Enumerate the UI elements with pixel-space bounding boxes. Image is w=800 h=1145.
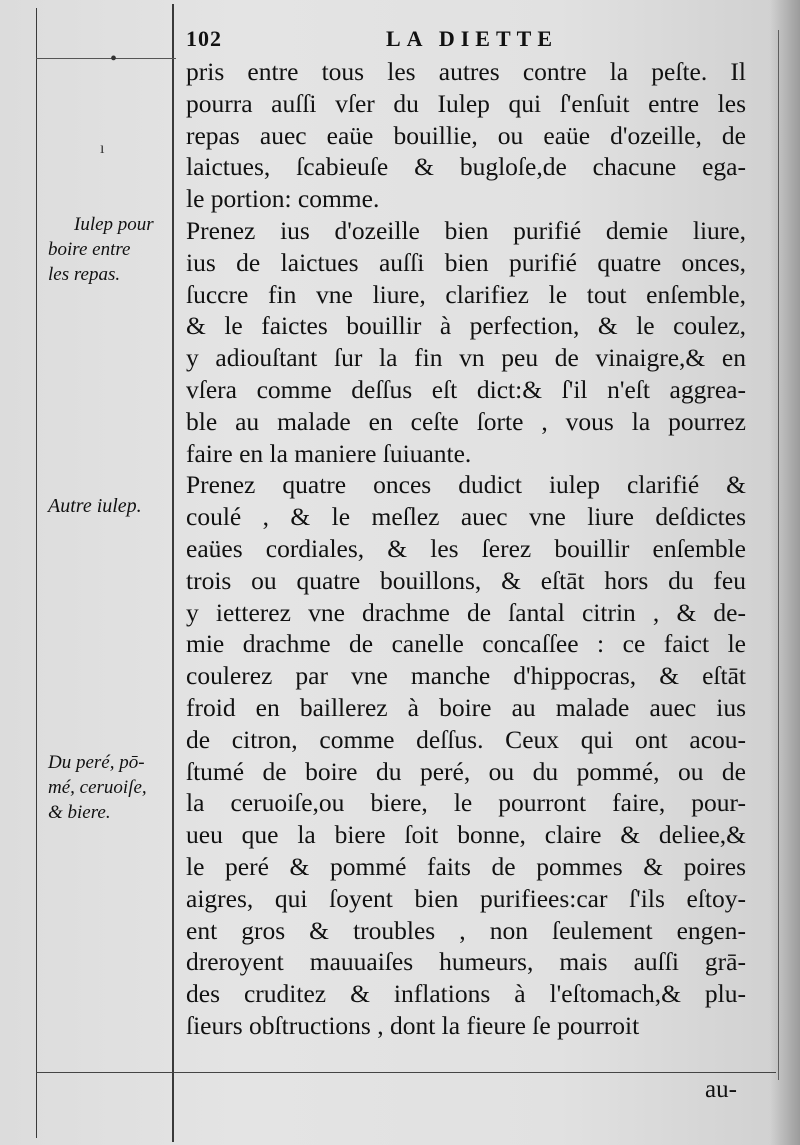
text-line: le portion: comme. [186,184,380,214]
text-line: trois ou quatre bouillons, & eſtāt hors du feu [186,565,746,595]
text-line: faire en la maniere ſuiuante. [186,438,472,468]
marginal-note-line: les repas. [48,264,121,285]
marginal-note-du-pere [48,750,147,825]
running-head [0,26,800,56]
text-line: coulé , & le meſlez auec vne liure deſdictes [186,502,746,532]
text-line: pourra auſſi vſer du Iulep qui ſ'enſuit entre les [186,88,746,118]
marginal-note-line: Autre iulep. [48,495,142,517]
page-number: 102 [186,26,222,51]
text-line: Prenez quatre onces dudict iulep clarifié & [186,470,746,500]
text-line: eaües cordiales, & les ſerez bouillir enſemble [186,533,746,563]
body-text [186,56,746,1042]
text-line: ſtumé de boire du peré, ou du pommé, ou de [186,756,746,786]
text-line: ius de laictues auſſi bien purifié quatre onces, [186,247,746,277]
text-line: vſera comme deſſus eſt dict:& ſ'il n'eſt aggrea- [186,374,746,404]
text-line: y adiouſtant ſur la fin vn peu de vinaigre,& en [186,343,746,373]
text-line: ent gros & troubles , non ſeulement engen- [186,915,746,945]
catchword: au- [705,1076,737,1103]
text-line: la ceruoiſe,ou biere, le pourront faire, pour- [186,788,746,818]
text-rule-right [778,30,779,1080]
text-line: mie drachme de canelle concaſſee : ce faict le [186,629,746,659]
text-line: repas auec eaüe bouillie, ou eaüe d'ozeille, de [186,120,746,150]
marginal-note-line: & biere. [48,802,111,823]
marginal-note-line: Du peré, pō- [48,752,145,773]
footer-rule [36,1072,776,1073]
printer-dot-mark: • [110,48,118,70]
marginal-note-iulep-pour-boire [48,212,154,287]
margin-rule-outer [36,8,37,1138]
text-line: & le faictes bouillir à perfection, & le coulez, [186,311,746,341]
text-line: des cruditez & inflations à l'eſtomach,& plu- [186,979,746,1009]
text-line: ſieurs obſtructions , dont la fieure ſe pourroit [186,1010,640,1040]
text-line: Prenez ius d'ozeille bien purifié demie liure, [186,215,746,245]
marginal-note-line: Iulep pour [74,214,154,235]
text-line: ueu que la biere ſoit bonne, claire & deliee,& [186,820,746,850]
running-title: LA DIETTE [386,26,558,51]
marginal-note-autre-iulep [48,494,142,519]
printer-tick-mark: ı [100,140,105,157]
text-line: ſuccre fin vne liure, clarifiez le tout enſemble, [186,279,746,309]
text-line: coulerez par vne manche d'hippocras, & eſtāt [186,661,746,691]
text-line: y ietterez vne drachme de ſantal citrin , & de- [186,597,746,627]
marginal-note-line: mé, ceruoiſe, [48,777,147,798]
text-line: le peré & pommé faits de pommes & poires [186,851,746,881]
text-line: pris entre tous les autres contre la peſte. Il [186,57,746,86]
text-line: aigres, qui ſoyent bien purifiees:car ſ'ils eſtoy- [186,883,746,913]
text-line: de citron, comme deſſus. Ceux qui ont acou- [186,724,746,754]
text-line: dreroyent mauuaiſes humeurs, mais auſſi grā- [186,947,746,977]
text-line: ble au malade en ceſte ſorte , vous la pourrez [186,406,746,436]
text-line: froid en baillerez à boire au malade auec ius [186,692,746,722]
text-line: laictues, ſcabieuſe & bugloſe,de chacune ega- [186,152,746,182]
marginal-note-line: boire entre [48,239,131,260]
header-rule [36,58,176,59]
margin-rule-inner [172,4,174,1142]
